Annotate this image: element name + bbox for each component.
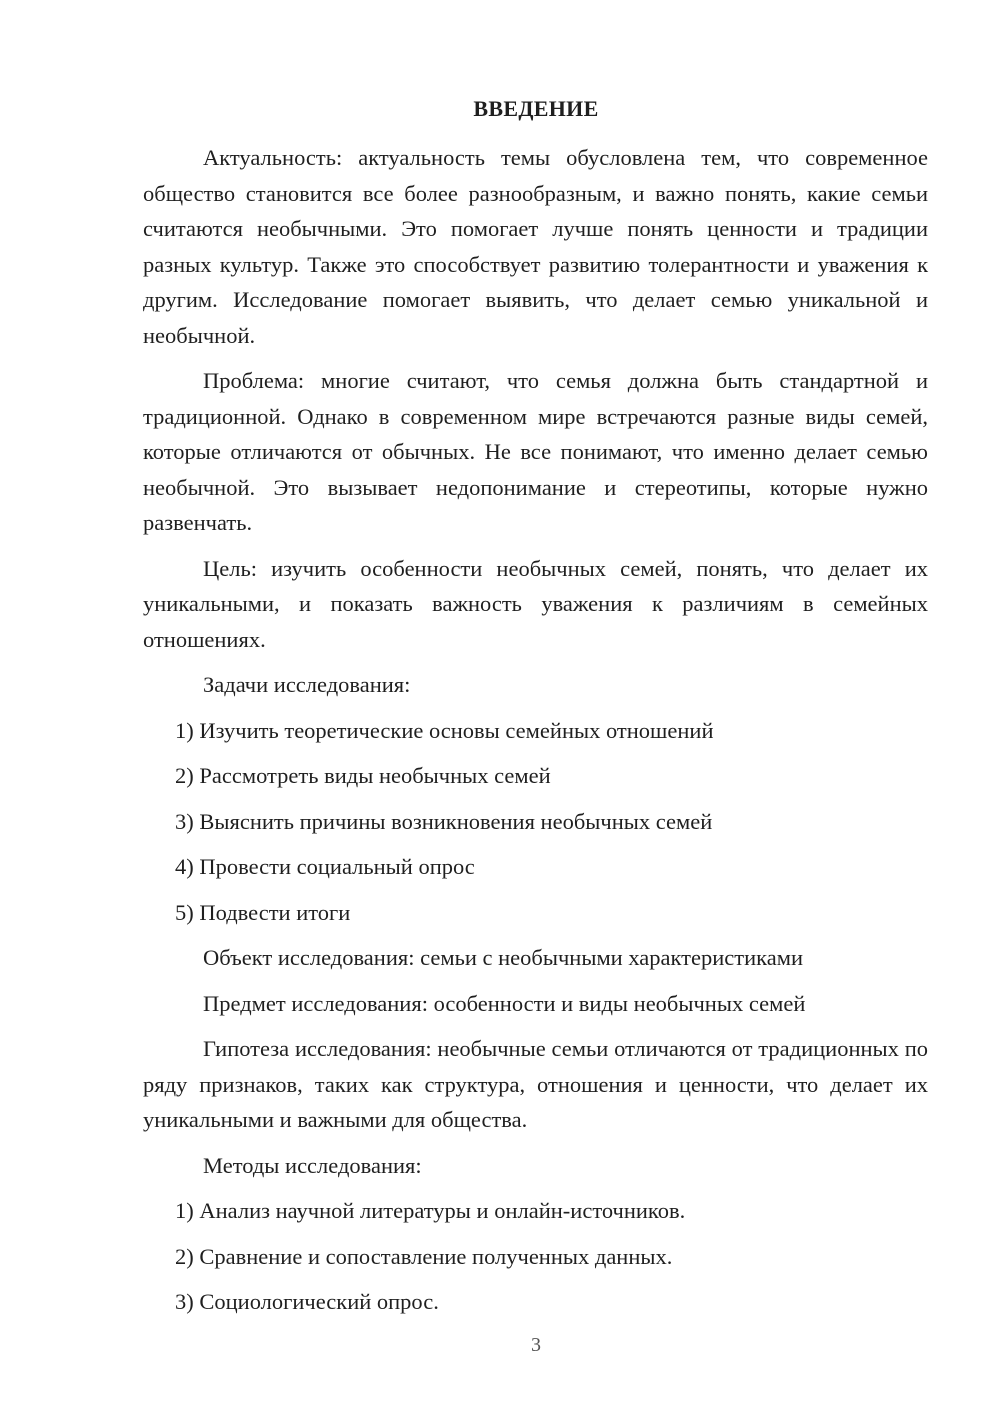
methods-heading: Методы исследования: (203, 1152, 422, 1178)
list-item: 1) Анализ научной литературы и онлайн-источников. (175, 1198, 686, 1223)
list-item: 4) Провести социальный опрос (175, 854, 475, 879)
paragraph-subject: Предмет исследования: особенности и виды необычных семей (203, 990, 806, 1016)
paragraph-problem: Проблема: многие считают, что семья должна быть стандартной и традиционной. Однако в современном мире встречаются разные виды семей, которые отличаются от обычных. Не все понимают, что именно делает семью необычной. Это вызывает недопонимание и стереотипы, которые нужно развенчать. (143, 368, 928, 535)
paragraph-goal: Цель: изучить особенности необычных семей, понять, что делает их уникальными, и показать важность уважения к различиям в семейных отношениях. (143, 555, 928, 652)
list-item: 2) Рассмотреть виды необычных семей (175, 763, 551, 788)
methods-list (143, 1193, 928, 1320)
list-item: 5) Подвести итоги (175, 899, 351, 925)
paragraph-hypothesis: Гипотеза исследования: необычные семьи отличаются от традиционных по ряду признаков, таких как структура, отношения и ценности, что делает их уникальными и важными для общества. (143, 1036, 928, 1132)
tasks-heading: Задачи исследования: (203, 672, 411, 697)
list-item: 3) Социологический опрос. (175, 1289, 439, 1314)
list-item: 1) Изучить теоретические основы семейных отношений (175, 717, 714, 743)
list-item: 2) Сравнение и сопоставление полученных данных. (175, 1243, 673, 1269)
list-item: 3) Выяснить причины возникновения необычных семей (175, 808, 713, 834)
paragraph-object: Объект исследования: семьи с необычными характеристиками (203, 945, 803, 970)
page-number: 3 (531, 1334, 541, 1356)
document-body (143, 140, 928, 1330)
paragraph-relevance: Актуальность: актуальность темы обусловлена тем, что современное общество становится все более разнообразным, и важно понять, какие семьи считаются необычными. Это помогает лучше понять ценности и традиции разных культур. Также это способствует развитию толерантности и уважения к другим. Исследование помогает выявить, что делает семью уникальной и необычной. (143, 145, 928, 348)
tasks-list (143, 713, 928, 931)
page-title: ВВЕДЕНИЕ (473, 96, 599, 121)
